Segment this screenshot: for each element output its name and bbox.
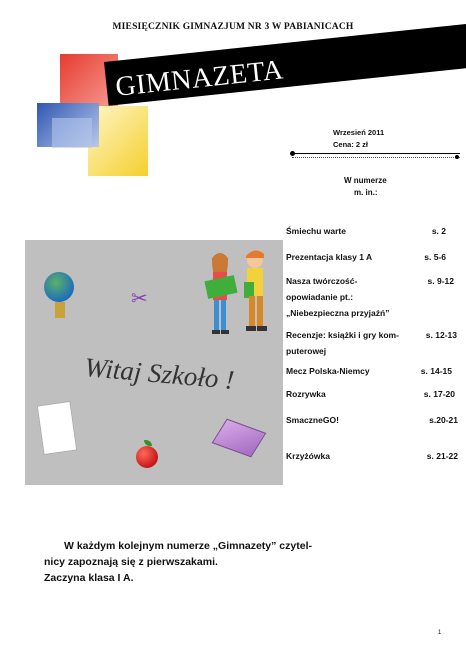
- divider-line: [292, 153, 460, 154]
- intro-line-1: W każdym kolejnym numerze „Gimnazety” czytel-: [64, 540, 312, 552]
- toc-entry-page: s.20-21: [429, 415, 458, 425]
- issue-date: Wrzesień 2011: [333, 128, 385, 137]
- toc-entry-title: SmaczneGO!: [286, 415, 339, 425]
- toc-entry-page: s. 14-15: [420, 366, 452, 376]
- toc-entry-page: s. 12-13: [425, 330, 457, 340]
- toc-entry-title: Prezentacja klasy 1 A: [286, 252, 373, 262]
- toc-entry-page: s. 5-6: [424, 252, 446, 262]
- toc-entry-page: s. 9-12: [427, 276, 454, 286]
- toc-entry-title: Nasza twórczość-: [286, 276, 358, 286]
- decorative-light-blue-square: [52, 118, 92, 148]
- divider-dotted-line: [292, 157, 460, 158]
- toc-entry-title: Recenzje: książki i gry kom-: [286, 330, 399, 340]
- toc-entry-title-line2: puterowej: [286, 346, 327, 356]
- toc-entry-title-line2: opowiadanie pt.:: [286, 292, 354, 302]
- toc-entry-title: Krzyżówka: [286, 451, 330, 461]
- apple-icon: [136, 446, 158, 468]
- welcome-caption: Witaj Szkoło !: [83, 352, 236, 395]
- globe-stand: [55, 302, 65, 318]
- divider-end-dot: [455, 155, 459, 159]
- issue-price: Cena: 2 zł: [333, 140, 369, 149]
- toc-heading: W numerze: [344, 176, 387, 185]
- toc-entry-page: s. 21-22: [426, 451, 458, 461]
- globe-icon: [44, 272, 74, 302]
- toc-entry-title-line3: „Niebezpieczna przyjaźń”: [286, 308, 390, 318]
- divider-dot: [290, 151, 295, 156]
- newspaper-title: GIMNAZETA: [114, 54, 285, 103]
- scissors-icon: ✂: [131, 288, 148, 310]
- masthead: MIESIĘCZNIK GIMNAZJUM NR 3 W PABIANICACH: [112, 22, 354, 32]
- notepad-icon: [37, 401, 78, 455]
- intro-line-2: nicy zapoznają się z pierwszakami.: [44, 556, 218, 568]
- toc-entry-page: s. 2: [431, 226, 446, 236]
- toc-entry-title: Rozrywka: [286, 389, 326, 399]
- toc-entry-title: Mecz Polska-Niemcy: [286, 366, 370, 376]
- page-number: 1: [438, 630, 442, 636]
- intro-line-3: Zaczyna klasa I A.: [44, 572, 134, 584]
- toc-subheading: m. in.:: [354, 188, 378, 197]
- toc-entry-title: Śmiechu warte: [286, 226, 346, 236]
- toc-entry-page: s. 17-20: [423, 389, 455, 399]
- students-illustration: [200, 248, 278, 340]
- intro-paragraph: [44, 538, 464, 586]
